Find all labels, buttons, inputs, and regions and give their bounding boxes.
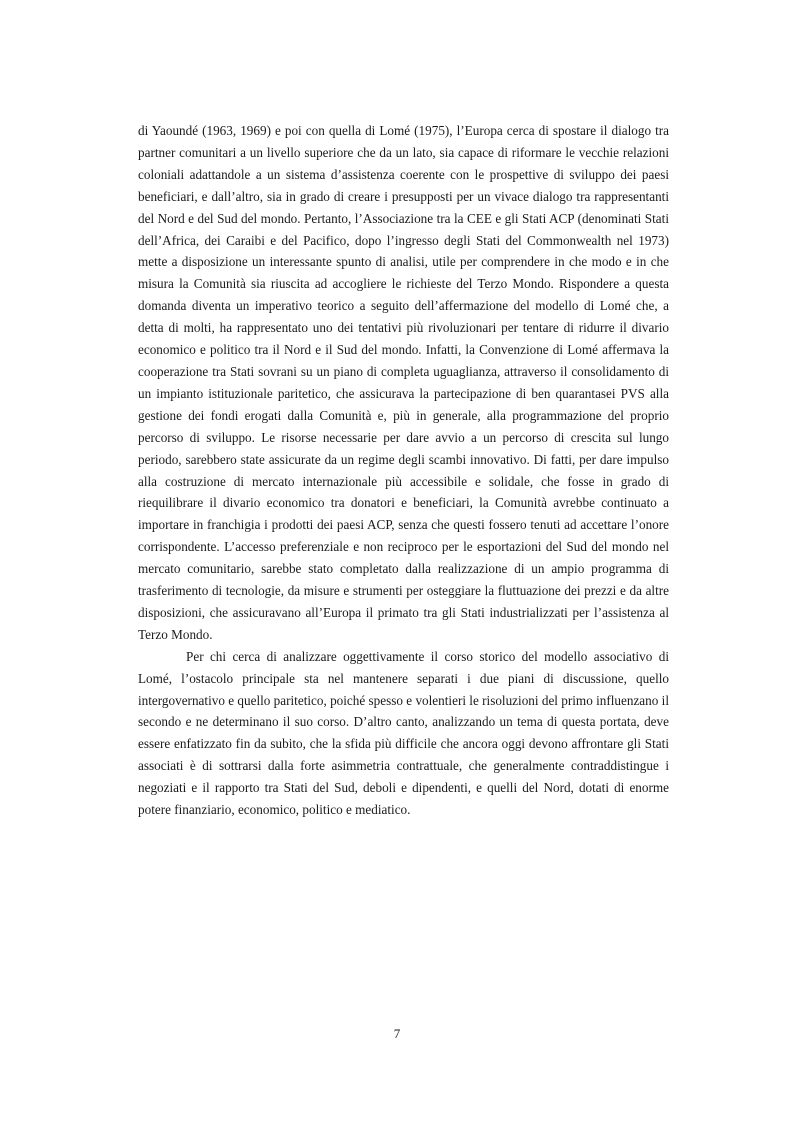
page-number: 7 xyxy=(393,1026,401,1041)
paragraph-1: di Yaoundé (1963, 1969) e poi con quella di Lomé (1975), l’Europa cerca di spostare il dialogo tra partner comunitari a un livello superiore che da un lato, sia capace di riformare le vecchie relazioni coloniali adattandole a un sistema d’assistenza coerente con le prospettive di sviluppo dei paesi beneficiari, e dall’altro, sia in grado di creare i presupposti per un vivace dialogo tra rappresentanti del Nord e del Sud del mondo. Pertanto, l’Associazione tra la CEE e gli Stati ACP (denominati Stati dell’Africa, dei Caraibi e del Pacifico, dopo l’ingresso degli Stati del Commonwealth nel 1973) mette a disposizione un interessante spunto di analisi, utile per comprendere in che modo e in che misura la Comunità sia riuscita ad accogliere le richieste del Terzo Mondo. Rispondere a questa domanda diventa un imperativo teorico a seguito dell’affermazione del modello di Lomé che, a detta di molti, ha rappresentato uno dei tentativi più rivoluzionari per tentare di ridurre il divario economico e politico tra il Nord e il Sud del mondo. Infatti, la Convenzione di Lomé affermava la cooperazione tra Stati sovrani su un piano di completa uguaglianza, attraverso il consolidamento di un impianto istituzionale paritetico, che assicurava la partecipazione di ben quarantasei PVS alla gestione dei fondi erogati dalla Comunità e, più in generale, alla programmazione del proprio percorso di sviluppo. Le risorse necessarie per dare avvio a un percorso di crescita sul lungo periodo, sarebbero state assicurate da un regime degli scambi innovativo. Di fatti, per dare impulso alla costruzione di mercato internazionale più accessibile e solidale, che fosse in grado di riequilibrare il divario economico tra donatori e beneficiari, la Comunità avrebbe continuato a importare in franchigia i prodotti dei paesi ACP, senza che questi fossero tenuti ad accettare l’onore corrispondente. L’accesso preferenziale e non reciproco per le esportazioni del Sud del mondo nel mercato comunitario, sarebbe stato completato dalla realizzazione di un ampio programma di trasferimento di tecnologie, da misure e strumenti per osteggiare la fluttuazione dei prezzi e da altre disposizioni, che assicuravano all’Europa il primato tra gli Stati industrializzati per l’assistenza al Terzo Mondo. xyxy=(138,123,669,642)
paragraph-2: Per chi cerca di analizzare oggettivamente il corso storico del modello associativo di Lomé, l’ostacolo principale sta nel mantenere separati i due piani di discussione, quello intergovernativo e quello paritetico, poiché spesso e volentieri le risoluzioni del primo influenzano il secondo e ne determinano il suo corso. D’altro canto, analizzando un tema di questa portata, deve essere enfatizzato fin da subito, che la sfida più difficile che ancora oggi devono affrontare gli Stati associati è di sottrarsi dalla forte asimmetria contrattuale, che generalmente contraddistingue i negoziati e il rapporto tra Stati del Sud, deboli e dipendenti, e quelli del Nord, dotati di enorme potere finanziario, economico, politico e mediatico. xyxy=(138,648,669,818)
body-text xyxy=(138,120,669,821)
